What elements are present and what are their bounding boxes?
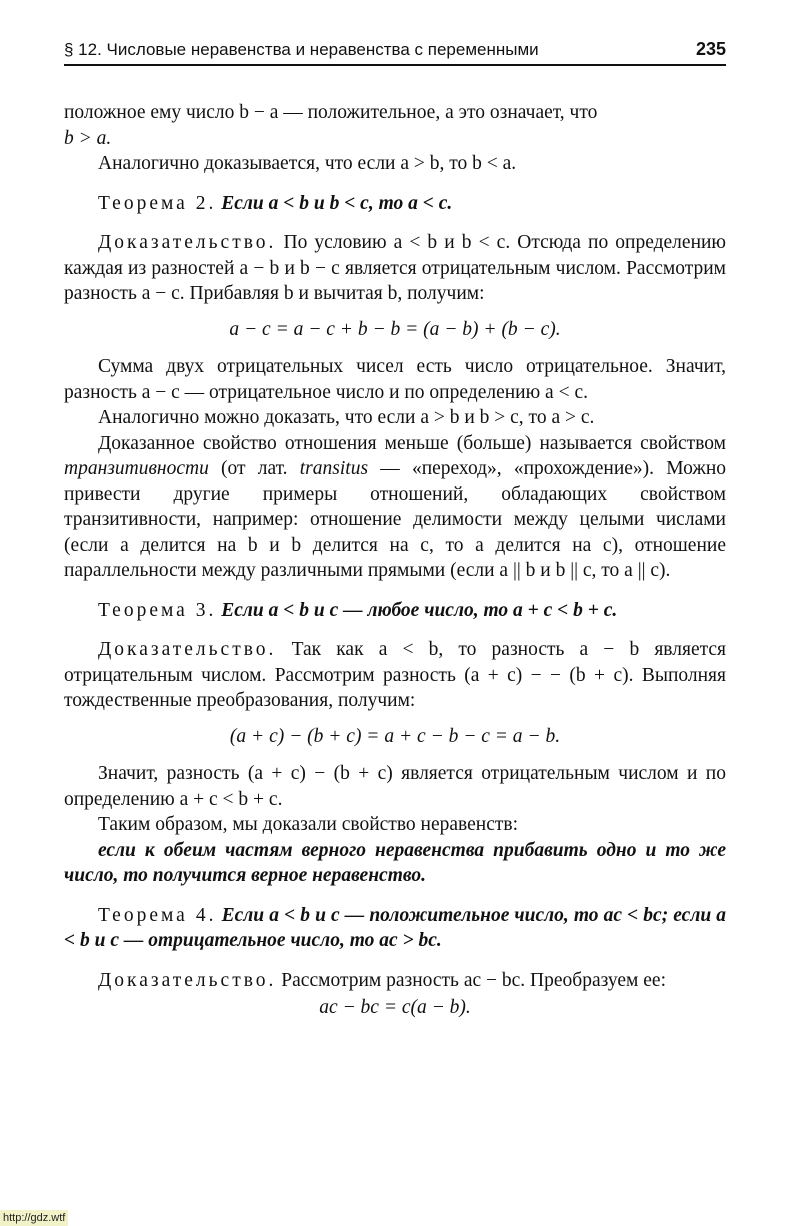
theorem-label: Теорема 3. — [98, 599, 217, 621]
theorem-4 — [64, 903, 726, 954]
proof-2 — [64, 230, 726, 307]
paragraph-continuation: положное ему число b − a — положительное, а это означает, что b > a. — [64, 102, 598, 149]
paragraph-conclusion: Значит, разность (a + c) − (b + c) является отрицательным числом и по определению a + c < b + c. — [64, 763, 726, 810]
section-title: § 12. Числовые неравенства и неравенства с переменными — [64, 40, 539, 59]
theorem-label: Теорема 4. — [98, 904, 217, 926]
theorem-3 — [64, 598, 726, 624]
paragraph-analog: Аналогично доказывается, что если a > b, то b < a. — [98, 153, 517, 174]
page-body — [64, 100, 726, 1033]
proof-3 — [64, 637, 726, 714]
proof-4 — [64, 968, 726, 994]
latin-term: transitus — [299, 458, 369, 479]
proof-label: Доказательство. — [98, 639, 277, 660]
term-transitivity: транзитивности — [64, 458, 209, 479]
theorem-statement: Если a < b и c — любое число, то a + c < b + c. — [221, 599, 618, 621]
paragraph-analog-2: Аналогично можно доказать, что если a > b и b > c, то a > c. — [98, 407, 595, 428]
proof-label: Доказательство. — [98, 969, 277, 991]
paragraph-transitivity: Доказанное свойство отношения меньше (больше) называется свойством транзитивности (от лат. transitus — «переход», «прохождение»). Можно привести другие примеры отношений, обладающих свойством транзитивности, например: отношение делимости между целыми числами (если a делится на b и b делится на c, то a делится на c), отношение параллельности между различными прямыми (если a || b и b || c, то a || c). — [64, 432, 727, 581]
paragraph-sum: Сумма двух отрицательных чисел есть число отрицательное. Значит, разность a − c — отрицательное число и по определению a < c. — [64, 356, 726, 403]
proof-text: По условию a < b и b < c. Отсюда по определению каждая из разностей a − b и b − c является отрицательным числом. Рассмотрим разность a − c. Прибавляя b и вычитая b, получим: — [64, 232, 727, 304]
running-header — [64, 36, 726, 66]
paragraph-summary: Таким образом, мы доказали свойство неравенств: — [98, 814, 519, 835]
watermark-link[interactable]: http://gdz.wtf — [0, 1210, 68, 1226]
proof-label: Доказательство. — [98, 232, 277, 253]
property-statement: если к обеим частям верного неравенства прибавить одно и то же число, то получится верное неравенство. — [64, 839, 726, 886]
theorem-statement: Если a < b и b < c, то a < c. — [221, 192, 453, 214]
theorem-statement: Если a < b и c — положительное число, то ac < bc; если a < b и c — отрицательное число, то ac > bc. — [64, 904, 727, 951]
proof-text: Рассмотрим разность ac − bc. Преобразуем ее: — [281, 969, 666, 991]
proof-text: Так как a < b, то разность a − b является отрицательным числом. Рассмотрим разность (a + c) − − (b + c). Выполняя тождественные преобразования, получим: — [64, 639, 726, 711]
theorem-label: Теорема 2. — [98, 192, 217, 214]
formula-3: ac − bc = c(a − b). — [319, 997, 471, 1018]
theorem-2 — [64, 191, 726, 217]
formula-1: a − c = a − c + b − b = (a − b) + (b − c). — [229, 318, 561, 340]
formula-2: (a + c) − (b + c) = a + c − b − c = a − b. — [229, 725, 561, 747]
page-number: 235 — [695, 39, 726, 59]
